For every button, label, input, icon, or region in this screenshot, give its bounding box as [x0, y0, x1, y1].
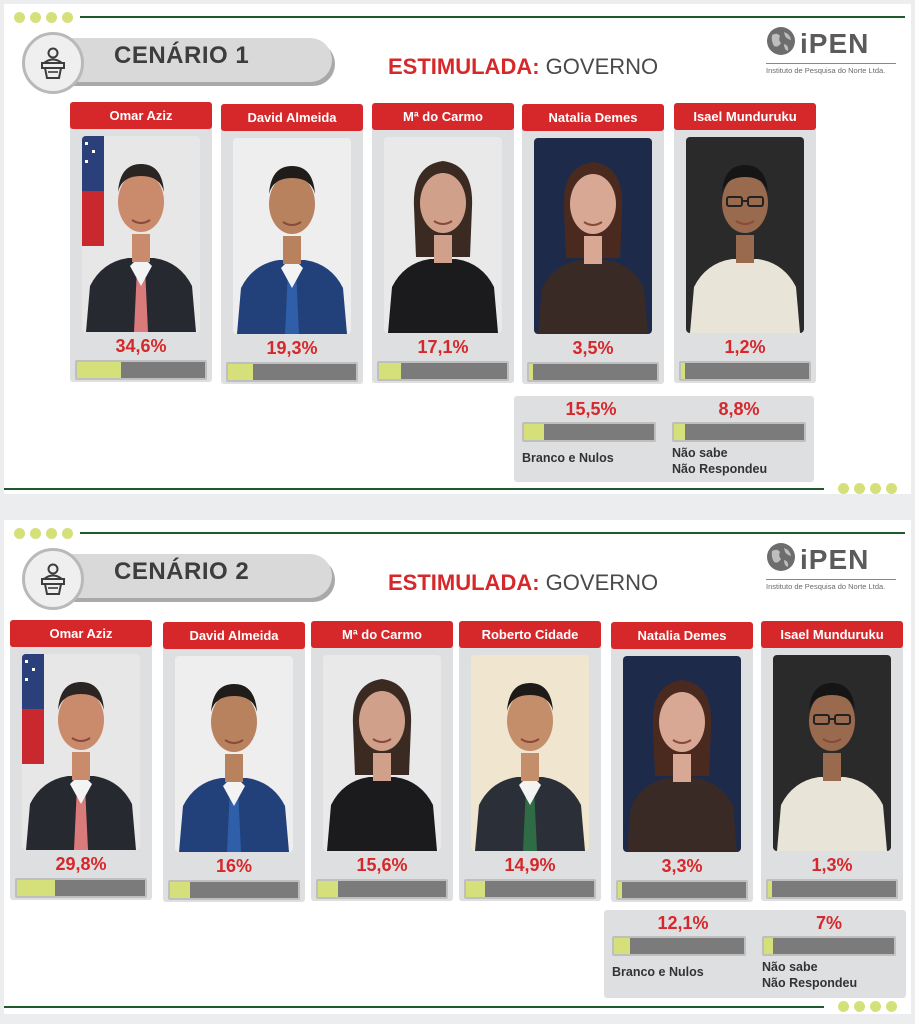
bar-mark — [616, 880, 748, 900]
category-label: Não sabe Não Respondeu — [672, 446, 768, 476]
bar-mark — [522, 422, 656, 442]
bar-mark — [762, 936, 896, 956]
bottom-rule — [4, 488, 824, 490]
candidate-photo-natalia-demes — [623, 656, 741, 852]
data-label: 1,2% — [724, 337, 766, 357]
decorative-dots — [14, 528, 73, 539]
data-label: 8,8% — [718, 399, 760, 419]
dot — [30, 12, 41, 23]
bar-mark-fill — [524, 424, 544, 440]
bar-mark-fill — [318, 881, 338, 897]
bar-mark — [527, 362, 659, 382]
dot — [30, 528, 41, 539]
data-label: 3,5% — [572, 338, 614, 358]
top-rule — [80, 16, 905, 18]
top-rule — [80, 532, 905, 534]
globe-icon — [766, 542, 796, 577]
candidate-name-label: Mª do Carmo — [372, 103, 514, 130]
bar-mark-fill — [77, 362, 121, 378]
data-label: 15,5% — [565, 399, 617, 419]
category-label: Branco e Nulos — [522, 451, 614, 465]
candidate-photo-omar-aziz — [82, 136, 200, 332]
dot — [62, 528, 73, 539]
logo-top — [766, 26, 896, 61]
bar-mark-fill — [674, 424, 685, 440]
globe-icon — [766, 26, 796, 61]
candidate-photo-m-do-carmo — [384, 137, 502, 333]
candidate-photo-m-do-carmo — [323, 655, 441, 851]
data-label: 29,8% — [55, 854, 107, 874]
other-responses-box — [604, 910, 906, 998]
data-label: 15,6% — [356, 855, 408, 875]
candidate-name-label: Isael Munduruku — [674, 103, 816, 130]
dot — [886, 483, 897, 494]
dot — [14, 12, 25, 23]
dot — [14, 528, 25, 539]
dot — [870, 1001, 881, 1012]
data-label: 34,6% — [115, 336, 167, 356]
data-label: 3,3% — [661, 856, 703, 876]
bottom-rule — [4, 1006, 824, 1008]
dot — [886, 1001, 897, 1012]
scenario-title: CENÁRIO 2 — [114, 558, 250, 585]
subtitle-rest: GOVERNO — [545, 54, 659, 79]
dot — [838, 483, 849, 494]
dot — [46, 528, 57, 539]
decorative-dots — [14, 12, 73, 23]
data-label: 1,3% — [811, 855, 853, 875]
bar-mark-fill — [228, 364, 253, 380]
data-label: 14,9% — [504, 855, 556, 875]
dot — [62, 12, 73, 23]
bar-mark-fill — [17, 880, 55, 896]
candidate-photo-david-almeida — [233, 138, 351, 334]
scenario-1-panel — [4, 4, 911, 494]
candidate-name-label: Omar Aziz — [10, 620, 152, 647]
logo-word: iPEN — [800, 27, 870, 59]
logo-subtitle: Instituto de Pesquisa do Norte Ltda. — [766, 63, 896, 75]
ipen-logo — [766, 542, 896, 591]
scenario-2-panel — [4, 520, 911, 1014]
logo-subtitle: Instituto de Pesquisa do Norte Ltda. — [766, 579, 896, 591]
bar-mark — [168, 880, 300, 900]
dot — [46, 12, 57, 23]
candidate-photo-omar-aziz — [22, 654, 140, 850]
bar-mark — [464, 879, 596, 899]
bar-mark-fill — [614, 938, 630, 954]
data-label: 17,1% — [417, 337, 469, 357]
bar-mark-fill — [170, 882, 190, 898]
dot — [854, 1001, 865, 1012]
candidate-photo-isael-munduruku — [686, 137, 804, 333]
other-responses-box — [514, 396, 814, 482]
scenario-header — [22, 548, 332, 606]
bar-mark — [612, 936, 746, 956]
chart-subtitle — [388, 54, 658, 80]
scenario-title: CENÁRIO 1 — [114, 42, 250, 69]
data-label: 19,3% — [266, 338, 318, 358]
bar-mark — [75, 360, 207, 380]
bar-mark — [226, 362, 358, 382]
podium-speaker-icon — [22, 32, 84, 94]
bar-mark-fill — [764, 938, 773, 954]
logo-top — [766, 542, 896, 577]
bar-mark-fill — [529, 364, 533, 380]
candidate-name-label: Omar Aziz — [70, 102, 212, 129]
data-label: 16% — [215, 856, 253, 876]
logo-word: iPEN — [800, 543, 870, 575]
bar-mark — [672, 422, 806, 442]
chart-subtitle — [388, 570, 658, 596]
bar-mark — [679, 361, 811, 381]
bar-mark-fill — [681, 363, 685, 379]
subtitle-rest: GOVERNO — [545, 570, 659, 595]
decorative-dots — [838, 483, 897, 494]
candidate-name-label: Natalia Demes — [611, 622, 753, 649]
candidate-name-label: David Almeida — [221, 104, 363, 131]
candidate-photo-roberto-cidade — [471, 655, 589, 851]
data-label: 7% — [815, 913, 842, 933]
candidate-name-label: Mª do Carmo — [311, 621, 453, 648]
candidate-photo-david-almeida — [175, 656, 293, 852]
podium-speaker-icon — [22, 548, 84, 610]
candidate-photo-natalia-demes — [534, 138, 652, 334]
dot — [870, 483, 881, 494]
ipen-logo — [766, 26, 896, 75]
subtitle-accent: ESTIMULADA: — [388, 570, 540, 595]
candidate-name-label: David Almeida — [163, 622, 305, 649]
candidate-name-label: Natalia Demes — [522, 104, 664, 131]
bar-mark — [316, 879, 448, 899]
bar-mark-fill — [768, 881, 772, 897]
bar-mark-fill — [466, 881, 485, 897]
candidate-name-label: Roberto Cidade — [459, 621, 601, 648]
decorative-dots — [838, 1001, 897, 1012]
bar-mark-fill — [379, 363, 401, 379]
candidate-photo-isael-munduruku — [773, 655, 891, 851]
subtitle-accent: ESTIMULADA: — [388, 54, 540, 79]
data-label: 12,1% — [657, 913, 709, 933]
bar-mark-fill — [618, 882, 622, 898]
category-label: Não sabe Não Respondeu — [762, 960, 858, 990]
dot — [838, 1001, 849, 1012]
dot — [854, 483, 865, 494]
bar-mark — [377, 361, 509, 381]
bar-mark — [766, 879, 898, 899]
scenario-header — [22, 32, 332, 90]
candidate-name-label: Isael Munduruku — [761, 621, 903, 648]
category-label: Branco e Nulos — [612, 965, 704, 979]
bar-mark — [15, 878, 147, 898]
